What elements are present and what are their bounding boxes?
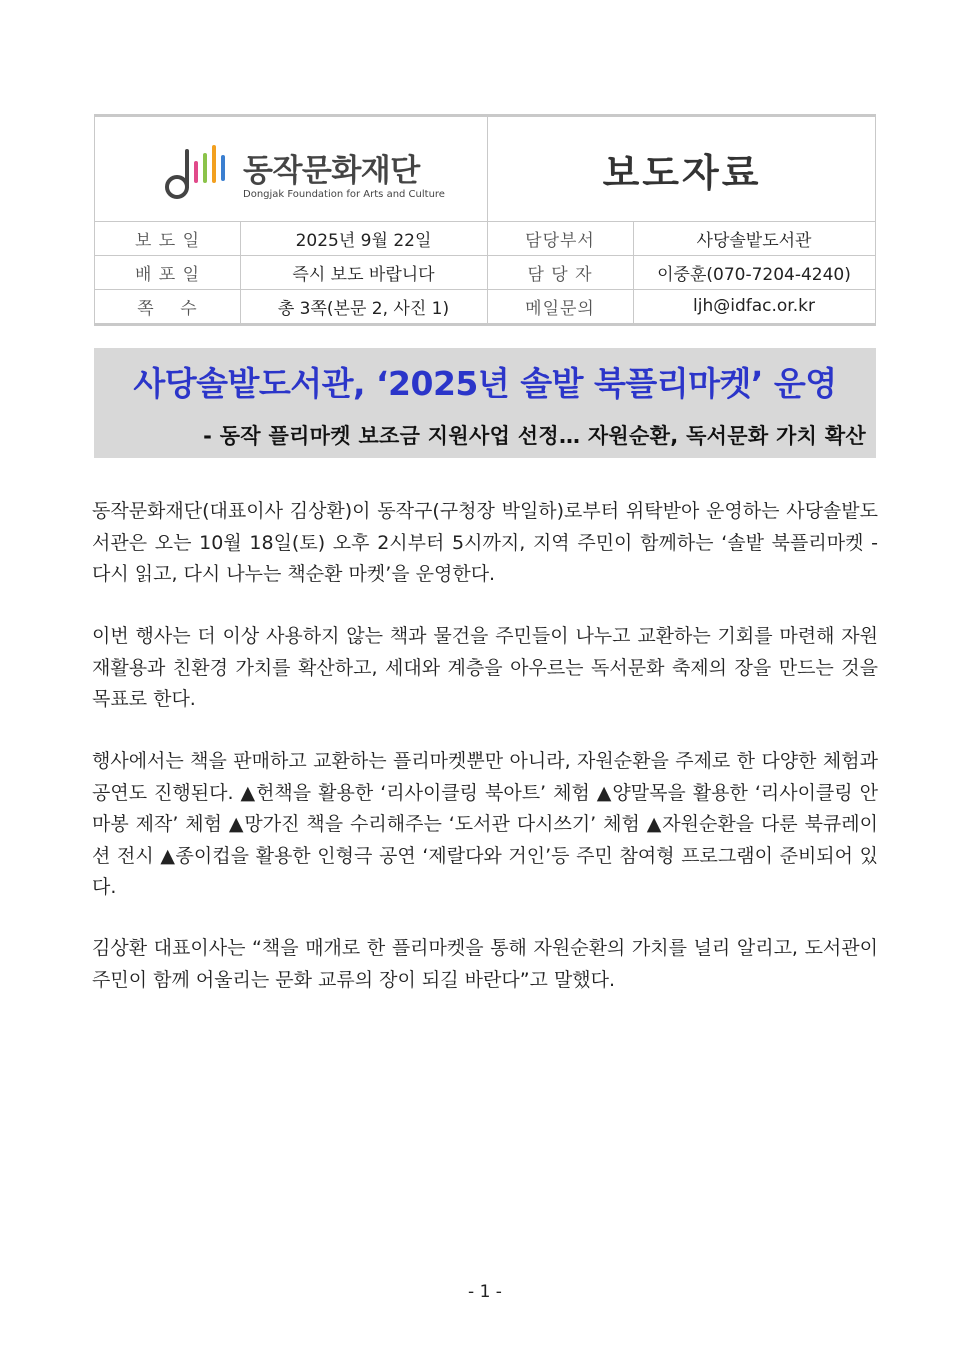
label-contact: 담 당 자: [527, 264, 593, 285]
body-paragraph: 행사에서는 책을 판매하고 교환하는 플리마켓뿐만 아니라, 자원순환을 주제로 한 다양한 체험과 공연도 진행된다. ▲헌책을 활용한 ‘리사이클링 북아트’ 체험 ▲양말목을 활용한 ‘리사이클링 안마봉 제작’ 체험 ▲망가진 책을 수리해주는 ‘도서관 다시쓰기’ 체험 ▲자원순환을 다룬 북큐레이션 전시 ▲종이컵을 활용한 인형극 공연 ‘제랄다와 거인’등 주민 참여형 프로그램이 준비되어 있다.: [92, 750, 878, 898]
document-type: 보도자료: [602, 150, 762, 195]
label-distribution-date: 배 포 일: [134, 264, 201, 285]
headline-banner: [94, 348, 876, 458]
headline-subtitle: - 동작 플리마켓 보조금 지원사업 선정… 자원순환, 독서문화 가치 확산: [203, 424, 866, 448]
value-contact: 이중훈(070-7204-4240): [657, 264, 851, 285]
org-logo: [163, 133, 445, 213]
value-page-count: 총 3쪽(본문 2, 사진 1): [277, 298, 450, 319]
label-page-count: 쪽 수: [137, 298, 198, 319]
body-paragraph: 김상환 대표이사는 “책을 매개로 한 플리마켓을 통해 자원순환의 가치를 널리 알리고, 도서관이 주민이 함께 어울리는 문화 교류의 장이 되길 바란다”고 말했다.: [92, 937, 878, 991]
logo-mark-icon: [163, 133, 243, 213]
label-department: 담당부서: [525, 230, 595, 251]
body-paragraph: 이번 행사는 더 이상 사용하지 않는 책과 물건을 주민들이 나누고 교환하는 기회를 마련해 자원 재활용과 친환경 가치를 확산하고, 세대와 계층을 아우르는 독서문화 축제의 장을 만드는 것을 목표로 한다.: [92, 625, 878, 710]
page-number: - 1 -: [468, 1282, 502, 1302]
value-distribution-date: 즉시 보도 바랍니다: [292, 264, 435, 285]
value-release-date: 2025년 9월 22일: [295, 230, 432, 251]
headline-title: 사당솔밭도서관, ‘2025년 솔밭 북플리마켓’ 운영: [133, 364, 837, 403]
value-department: 사당솔밭도서관: [696, 230, 812, 251]
body-paragraph: 동작문화재단(대표이사 김상환)이 동작구(구청장 박일하)로부터 위탁받아 운영하는 사당솔밭도서관은 오는 10월 18일(토) 오후 2시부터 5시까지, 지역 주민이 함께하는 ‘솔밭 북플리마켓 - 다시 읽고, 다시 나누는 책순환 마켓’을 운영한다.: [92, 500, 878, 585]
org-name: 동작문화재단: [243, 153, 420, 189]
label-email: 메일문의: [525, 298, 595, 319]
press-release-header: [94, 114, 876, 326]
value-email: ljh@idfac.or.kr: [693, 296, 815, 316]
label-release-date: 보 도 일: [134, 230, 201, 251]
org-subtitle: Dongjak Foundation for Arts and Culture: [243, 189, 445, 200]
